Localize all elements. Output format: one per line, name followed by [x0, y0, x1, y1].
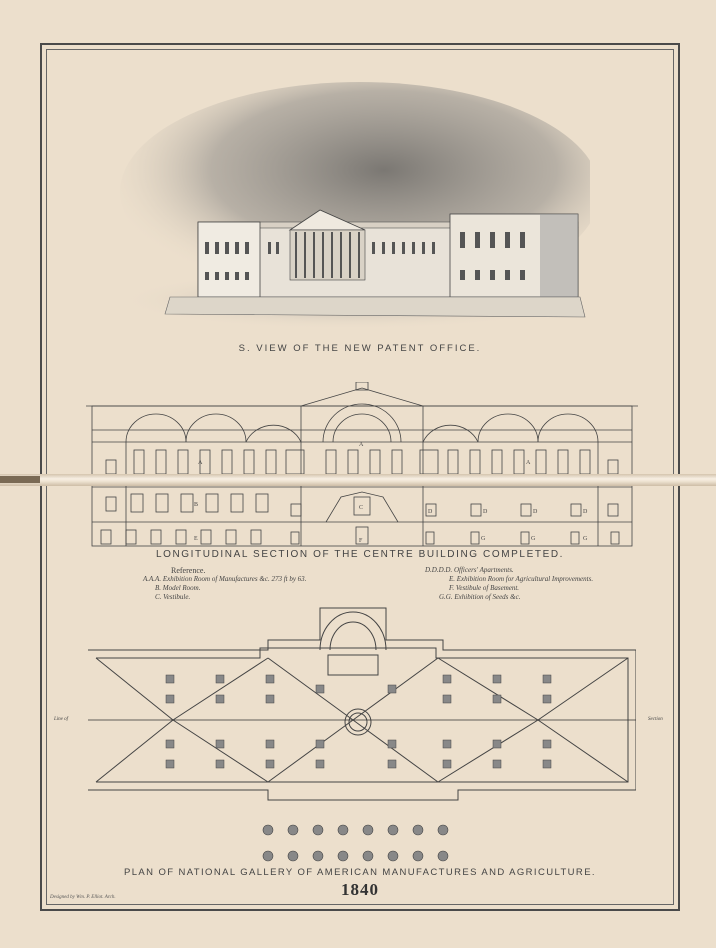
paper-fold	[0, 474, 716, 486]
section-letter-e: E	[194, 536, 198, 542]
line-of-section-left: Line of	[54, 717, 69, 722]
reference-item: B. Model Room.	[155, 584, 201, 592]
reference-item: D.D.D.D. Officers' Apartments.	[425, 566, 514, 574]
section-letter-d: D	[483, 509, 488, 515]
reference-item: G.G. Exhibition of Seeds &c.	[439, 593, 521, 601]
reference-title: Reference.	[171, 566, 206, 575]
section-letter-d: D	[583, 509, 588, 515]
section-letter-d: D	[533, 509, 538, 515]
reference-item: F. Vestibule of Basement.	[449, 584, 520, 592]
line-of-section-right: Section	[648, 717, 663, 722]
section-letter-a: A	[198, 460, 203, 466]
longitudinal-section	[86, 382, 638, 548]
reference-item: E. Exhibition Room for Agricultural Improvements.	[449, 575, 594, 583]
patent-office-view	[110, 82, 590, 337]
section-letter-f: F	[359, 538, 363, 544]
section-letter-a: A	[526, 460, 531, 466]
reference-item: C. Vestibule.	[155, 593, 191, 601]
section-caption: LONGITUDINAL SECTION OF THE CENTRE BUILDING COMPLETED.	[155, 549, 565, 560]
section-letter-g: G	[481, 536, 486, 542]
reference-right	[425, 566, 593, 602]
signature: Designed by Wm. P. Elliot. Arch.	[50, 895, 116, 900]
reference-item: A.A.A. Exhibition Room of Manufactures &c. 273 ft by 63.	[143, 575, 307, 583]
year: 1840	[341, 880, 379, 899]
view-caption: S. VIEW OF THE NEW PATENT OFFICE.	[238, 343, 482, 354]
plan-caption: PLAN OF NATIONAL GALLERY OF AMERICAN MANUFACTURES AND AGRICULTURE.	[124, 867, 596, 878]
section-letter-d: D	[428, 509, 433, 515]
floor-plan	[88, 600, 636, 865]
section-letter-g: G	[531, 536, 536, 542]
section-letter-g: G	[583, 536, 588, 542]
section-letter-a: A	[359, 442, 364, 448]
section-letter-b: B	[194, 502, 199, 508]
reference-left	[143, 566, 306, 602]
section-letter-c: C	[359, 505, 364, 511]
fold-edge	[0, 476, 40, 483]
